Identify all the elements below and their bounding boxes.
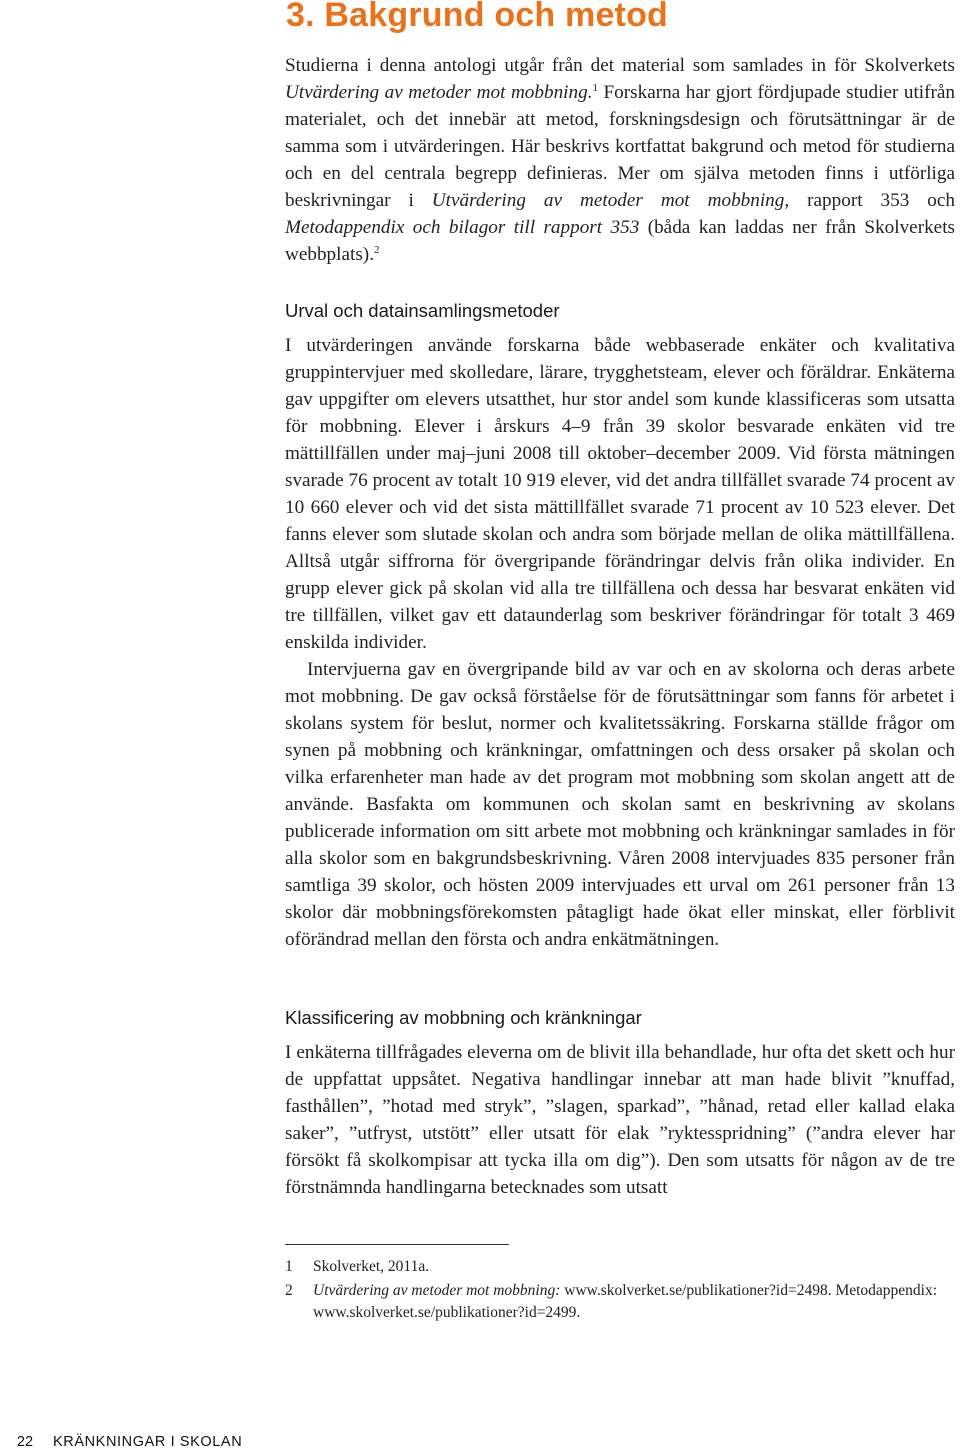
intro-text-3: rapport 353 och <box>789 190 955 211</box>
footnote-2 <box>285 1280 945 1324</box>
urval-paragraph-1: I utvärderingen använde forskarna både webbaserade enkäter och kvalitativa gruppintervjuer med skolledare, lärare, trygghetsteam, elever och föräldrar. Enkäterna gav uppgifter om elevers utsatthet, hur stor andel som kunde klassificeras som utsatta för mobbning. Elever i årskurs 4–9 från 39 skolor besvarade enkäten vid tre mättillfällen under maj–juni 2008 till oktober–december 2009. Vid första mätningen svarade 76 procent av totalt 10 919 elever, vid det andra tillfället svarade 74 procent av 10 660 elever och vid det sista mättillfället svarade 71 procent av 10 523 elever. Det fanns elever som slutade skolan och andra som började mellan de olika mättillfällena. Alltså utgår siffrorna för övergripande förändringar delvis från olika individer. En grupp elever gick på skolan vid alla tre tillfällena och dessa har besvarat enkäten vid tre tillfällen, vilket gav ett dataunderlag som beskriver förändringar för totalt 3 469 enskilda individer. <box>285 335 955 653</box>
footnote-number: 2 <box>285 1282 293 1299</box>
section-heading-urval: Urval och datainsamlingsmetoder <box>285 300 560 321</box>
section-urval <box>285 332 955 953</box>
footnote-divider <box>285 1244 509 1245</box>
footnote-text <box>313 1280 945 1324</box>
footnote-1 <box>285 1256 945 1278</box>
section-klassificering <box>285 1039 955 1201</box>
footnote-number: 1 <box>285 1258 293 1275</box>
intro-section <box>285 52 955 268</box>
footnote-text: Skolverket, 2011a. <box>313 1258 430 1275</box>
intro-report-title: Utvärdering av metoder mot mobbning. <box>285 82 593 103</box>
section-heading-klassificering: Klassificering av mobbning och kränkningar <box>285 1007 642 1028</box>
intro-report-title-2: Utvärdering av metoder mot mobbning, <box>431 190 790 211</box>
footnotes <box>285 1256 945 1326</box>
chapter-title: 3. Bakgrund och metod <box>286 0 669 34</box>
intro-text-4: (båda kan laddas ner från Skolverkets webbplats). <box>285 217 955 265</box>
klassificering-paragraph: I enkäterna tillfrågades eleverna om de blivit illa behandlade, hur ofta det skett och hur de uppfattat uppsåtet. Negativa handlingar innebar att man hade blivit ”knuffad, fasthållen”, ”hotad med stryk”, ”slagen, sparkad”, ”hånad, retad eller kallad elaka saker”, ”utfryst, utstött” eller utsatt för elak ”ryktesspridning” (”andra elever har försökt få skolkompisar att tycka illa om dig”). Den som utsatts för någon av de tre förstnämnda handlingarna betecknades som utsatt <box>285 1042 955 1198</box>
footnote-report-title: Utvärdering av metoder mot mobbning: <box>313 1282 561 1299</box>
page-number: 22 <box>16 1434 34 1450</box>
footnote-links: www.skolverket.se/publikationer?id=2498. Metodappendix: www.skolverket.se/publikationer?id=2499. <box>313 1282 938 1321</box>
footnote-ref-2: 2 <box>374 244 380 256</box>
intro-text-2: Forskarna har gjort fördjupade studier utifrån materialet, och det innebär att metod, forskningsdesign och förutsättningar är de samma som i utvärderingen. Här beskrivs kortfattat bakgrund och metod för studierna och en del centrala begrepp definieras. Mer om själva metoden finns i utförliga beskrivningar i <box>285 82 955 211</box>
publication-name: KRÄNKNINGAR I SKOLAN <box>53 1434 243 1450</box>
intro-appendix-title: Metodappendix och bilagor till rapport 353 <box>285 217 640 238</box>
urval-paragraph-2: Intervjuerna gav en övergripande bild av var och en av skolorna och deras arbete mot mobbning. De gav också förståelse för de förutsättningar som fanns för arbetet i skolans system för beslut, normer och kvalitetssäkring. Forskarna ställde frågor om synen på mobbning och kränkningar, omfattningen och dess orsaker på skolan och vilka erfarenheter man hade av det program mot mobbning som skolan angett att de använde. Basfakta om kommunen och skolan samt en beskrivning av skolans publicerade information om sitt arbete mot mobbning och kränkningar samlades in för alla skolor som en bakgrundsbeskrivning. Våren 2008 intervjuades 835 personer från samtliga 39 skolor, och hösten 2009 intervjuades ett urval om 261 personer från 13 skolor där mobbningsförekomsten påtagligt hade ökat eller minskat, eller förblivit oförändrad mellan den första och andra enkätmätningen. <box>285 659 955 950</box>
intro-paragraph <box>285 52 955 268</box>
footnote-ref-1: 1 <box>592 82 598 94</box>
intro-text-1: Studierna i denna antologi utgår från det material som samlades in för Skolverkets <box>285 55 955 76</box>
